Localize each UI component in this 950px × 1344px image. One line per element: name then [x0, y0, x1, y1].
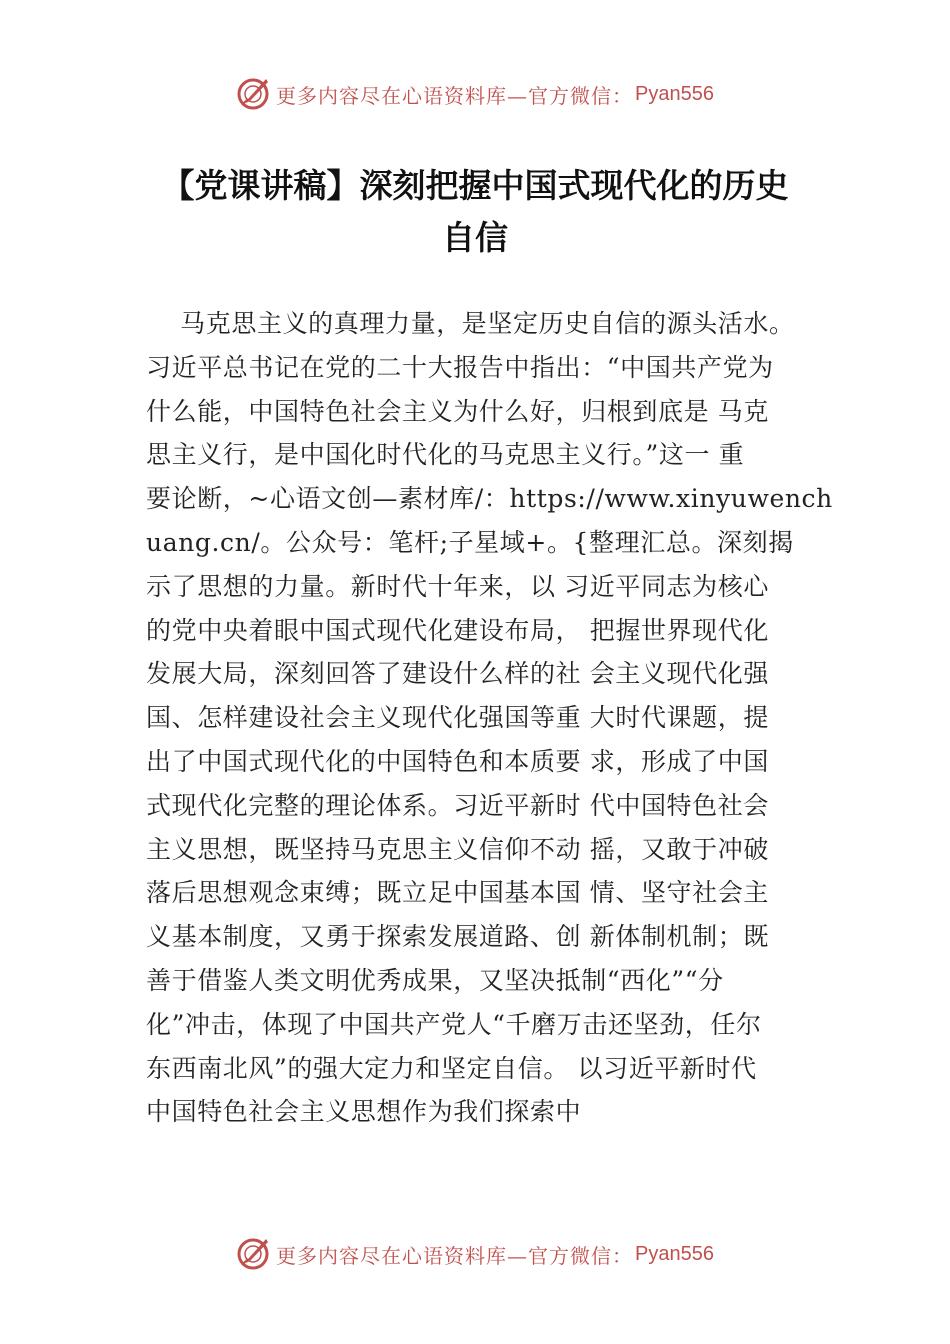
body-line: 习近平总书记在党的二十大报告中指出：“中国共产党为	[146, 352, 774, 382]
header-banner-text: 更多内容尽在心语资料库—官方微信：	[276, 83, 634, 108]
body-line: 义基本制度，又勇于探索发展道路、创 新体制机制；既	[146, 922, 769, 952]
body-line: 式现代化完整的理论体系。习近平新时 代中国特色社会	[146, 790, 769, 820]
body-line: 什么能，中国特色社会主义为什么好，归根到底是 马克	[146, 396, 769, 426]
quill-seal-icon	[236, 1237, 270, 1271]
body-line: 的党中央着眼中国式现代化建设布局， 把握世界现代化	[146, 615, 769, 645]
header-banner	[0, 72, 950, 116]
body-line: 马克思主义的真理力量，是坚定历史自信的源头活水。	[146, 309, 795, 338]
body-line: 落后思想观念束缚；既立足中国基本国 情、坚守社会主	[146, 878, 769, 908]
footer-banner	[0, 1232, 950, 1276]
body-line: 出了中国式现代化的中国特色和本质要 求，形成了中国	[146, 746, 769, 776]
body-line: 主义思想，既坚持马克思主义信仰不动 摇，又敢于冲破	[146, 834, 769, 864]
body-line: 思主义行，是中国化时代化的马克思主义行。”这一 重	[146, 440, 745, 470]
footer-banner-text: 更多内容尽在心语资料库—官方微信：	[276, 1243, 634, 1268]
body-line: 化”冲击，体现了中国共产党人“千磨万击还坚劲，任尔	[146, 1009, 762, 1039]
body-line: uang.cn/。公众号：笔杆;子星域+。{整理汇总。深刻揭	[146, 527, 794, 557]
title-line-2: 自信	[442, 218, 508, 257]
body-line: 东西南北风”的强大定力和坚定自信。 以习近平新时代	[146, 1053, 757, 1083]
body-line: 要论断，~心语文创—素材库/：https://www.xinyuwench	[146, 484, 833, 514]
body-line: 示了思想的力量。新时代十年来，以 习近平同志为核心	[146, 571, 769, 601]
body-line: 中国特色社会主义思想作为我们探索中	[146, 1097, 582, 1127]
header-wechat-id: Pyan556	[635, 82, 714, 105]
quill-seal-icon	[236, 77, 270, 111]
title-line-1: 【党课讲稿】深刻把握中国式现代化的历史	[161, 166, 789, 205]
document-title	[100, 160, 850, 264]
body-line: 发展大局，深刻回答了建设什么样的社 会主义现代化强	[146, 659, 769, 689]
footer-wechat-id: Pyan556	[635, 1242, 714, 1265]
body-paragraph	[146, 302, 846, 1134]
body-line: 善于借鉴人类文明优秀成果，又坚决抵制“西化”“分	[146, 965, 724, 995]
body-line: 国、怎样建设社会主义现代化强国等重 大时代课题，提	[146, 703, 769, 733]
